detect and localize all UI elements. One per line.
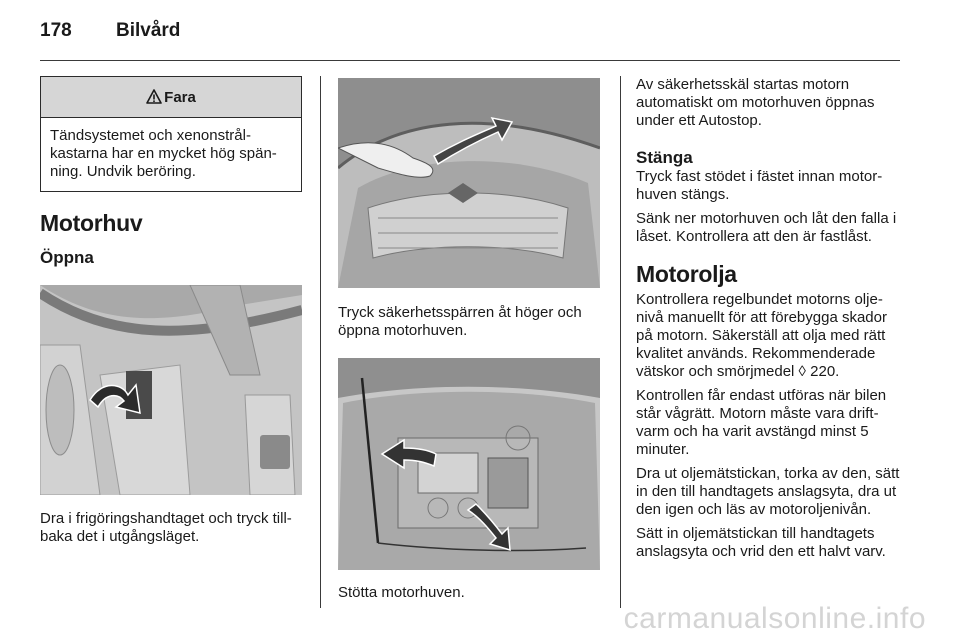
section-heading-motorhuv: Motorhuv — [40, 210, 143, 236]
figure-bonnet-support — [338, 358, 600, 570]
danger-text: Tändsystemet och xenonstrålkastarna har en mycket hög spänning. Undvik beröring. — [50, 127, 277, 180]
danger-label: Fara — [164, 88, 196, 106]
close-paragraph-2: Sänk ner motorhuven och låt den falla i låset. Kontrollera att den är fastlåst. — [636, 210, 897, 245]
figure-safety-catch — [338, 78, 600, 288]
oil-paragraph-1: Kontrollera regelbundet motorns oljenivå manuellt för att förebygga skador på motorn. Säkerställ att olja med rätt kvalitet används. Rekommenderade vätskor och smörjmedel ◊ 220. — [636, 291, 887, 380]
oil-paragraph-3: Dra ut oljemätstickan, torka av den, sätt in den till handtagets anslagsyta, dra ut den igen och läs av motoroljenivån. — [636, 465, 900, 518]
column-right — [636, 76, 902, 561]
oil-paragraph-2: Kontrollen får endast utföras när bilen står vågrätt. Motorn måste vara driftvarm och ha varit avstängd minst 5 minuter. — [636, 387, 887, 458]
caption-bonnet-support: Stötta motorhuven. — [338, 584, 465, 601]
oil-paragraph-4: Sätt in oljemätstickan till handtagets anslagsyta och vrid den ett halvt varv. — [636, 525, 886, 560]
column-middle — [338, 76, 602, 602]
section-heading-motorolja: Motorolja — [636, 261, 737, 287]
figure-release-handle — [40, 285, 302, 495]
page-number: 178 — [40, 20, 72, 41]
close-paragraph-1: Tryck fast stödet i fästet innan motorhuven stängs. — [636, 168, 883, 203]
page-header — [40, 20, 180, 46]
column-divider — [620, 76, 621, 608]
page-title: Bilvård — [116, 20, 181, 41]
autostop-note: Av säkerhetsskäl startas motorn automatiskt om motorhuven öppnas under ett Autostop. — [636, 76, 875, 129]
column-divider — [320, 76, 321, 608]
danger-box-header — [41, 77, 301, 118]
caption-safety-catch: Tryck säkerhetsspärren åt höger och öppna motorhuven. — [338, 304, 582, 339]
column-left — [40, 76, 302, 546]
subheading-stanga: Stänga — [636, 148, 693, 167]
warning-triangle-icon — [146, 89, 162, 105]
caption-release-handle: Dra i frigöringshandtaget och tryck tillbaka det i utgångsläget. — [40, 510, 292, 545]
danger-box — [40, 76, 302, 192]
header-rule — [40, 60, 900, 61]
watermark: carmanualsonline.info — [623, 602, 926, 635]
subheading-oppna: Öppna — [40, 248, 94, 267]
